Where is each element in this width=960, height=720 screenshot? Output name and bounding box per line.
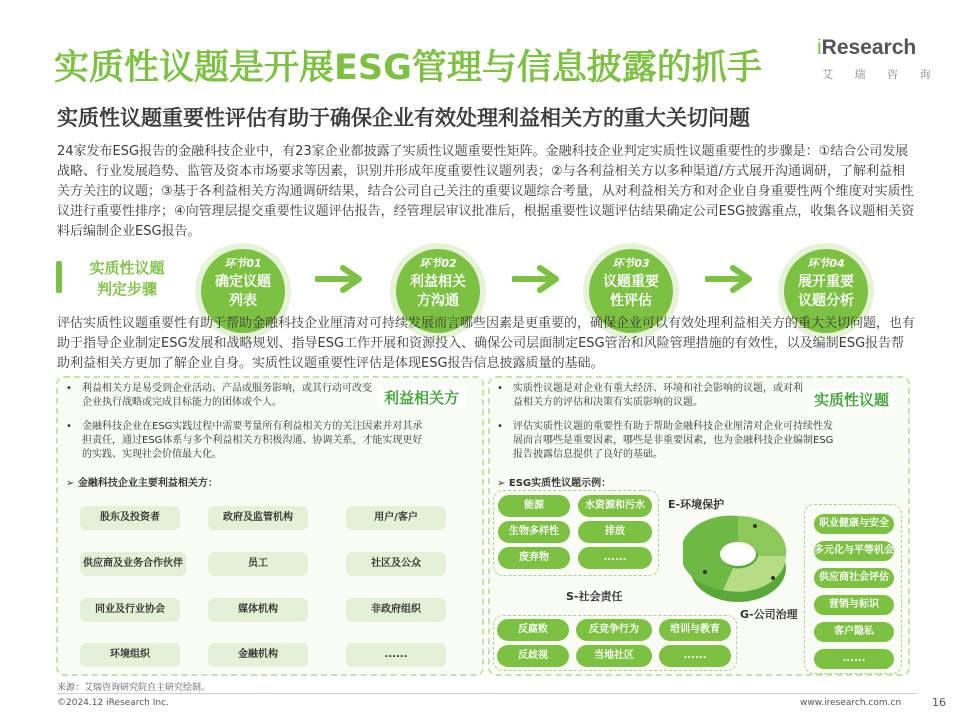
example-heading-text: ESG实质性议题示例： [508,478,612,489]
gov-item: 营销与标识 [814,595,894,615]
social-item: ...... [659,645,731,667]
bullet-text: 评估实质性议题的重要性有助于帮助金融科技企业厘清对企业可持续性发展而言哪些是重要因素，哪些是非重要因素，也为金融科技企业编制ESG报告披露信息提供了良好的基础。 [513,421,834,460]
source-note: 来源：艾瑞咨询研究院自主研究绘制。 [57,683,211,693]
stakeholder-item: 环境组织 [80,643,180,667]
material-example-heading [497,474,611,489]
bullet-dot-icon: • [66,383,72,394]
stakeholder-item: ...... [346,643,446,667]
process-label-bar [56,261,62,293]
logo-chinese-name: 艾 瑞 咨 询 [822,68,940,81]
step-text-1: 确定议题 列表 [215,274,271,309]
stakeholder-item: 政府及监管机构 [208,506,308,530]
gov-item: ...... [814,649,894,669]
stakeholder-item: 供应商及业务合作伙伴 [80,552,186,576]
arrow-right-icon [512,264,562,294]
logo-word: Research [821,36,917,59]
social-label: S-社会责任 [566,590,623,603]
social-item: 当地社区 [576,645,652,667]
pointer-dot-icon [753,524,757,528]
pointer-dot-icon [771,576,775,580]
stakeholder-item: 同业及行业协会 [80,598,180,622]
step-tag-4: 环节04 [807,257,845,270]
arrow-right-icon [705,264,755,294]
stakeholders-bullet-2 [66,420,426,462]
bullet-dot-icon: • [66,421,72,432]
website-link[interactable]: www.iresearch.com.cn [800,698,902,708]
governance-label: G-公司治理 [740,608,798,621]
footer-divider [57,693,917,694]
esg-donut-graphic [683,510,793,610]
env-item: 水资源和污水 [578,495,652,517]
stakeholders-list-heading [66,474,218,489]
stakeholder-item: 员工 [208,552,308,576]
bullet-dot-icon: • [497,383,503,394]
arrow-right-icon [315,264,365,294]
gov-item: 多元化与平等机会 [814,541,894,561]
arrowhead-icon: ➢ [66,478,78,489]
logo-prefix: i [817,36,822,59]
gov-item: 客户隐私 [814,622,894,642]
stakeholder-item: 非政府组织 [346,598,446,622]
bullet-text: 利益相关方是易受到企业活动、产品或服务影响，或其行动可改变企业执行战略或完成目标能力的团体或个人。 [82,383,372,408]
material-topics-panel-title: 实质性议题 [808,389,895,410]
copyright: ©2024.12 iResearch Inc. [57,698,169,708]
step-tag-3: 环节03 [612,257,650,270]
stakeholder-item: 金融机构 [208,643,308,667]
page-title: 实质性议题是开展ESG管理与信息披露的抓手 [54,48,762,88]
gov-item: 职业健康与安全 [814,514,894,534]
page-subtitle: 实质性议题重要性评估有助于确保企业有效处理利益相关方的重大关切问题 [57,106,750,130]
stakeholder-item: 股东及投资者 [80,506,180,530]
step-text-2: 利益相关 方沟通 [410,274,466,309]
env-item: 生物多样性 [498,521,570,543]
env-item: ...... [578,547,652,569]
material-bullet-2 [497,420,842,462]
iresearch-logo [817,36,916,60]
stakeholders-panel-title: 利益相关方 [378,387,465,408]
stakeholder-item: 社区及公众 [346,552,446,576]
assessment-paragraph: 评估实质性议题重要性有助于帮助金融科技企业厘清对可持续发展而言哪些因素是更重要的，确保企业可以有效处理利益相关方的重大关切问题，也有助于指导企业制定ESG发展和战略规划、指导ESG工作开展和资源投入、确保公司层面制定ESG管治和风险管理措施的有效性，以及编制ESG报告帮助利益相关方更加了解企业自身。实质性议题重要性评估是体现ESG报告信息披露质量的基础。 [57,316,916,371]
material-bullet-1 [497,382,807,410]
stakeholder-item: 媒体机构 [208,598,308,622]
gov-item: 供应商社会评估 [814,568,894,588]
bullet-text: 金融科技企业在ESG实践过程中需要考量所有利益相关方的关注因素并对其承担责任，通过ESG体系与多个利益相关方积极沟通、协调关系，才能实现更好的实践、实现社会价值最大化。 [82,421,423,460]
social-item: 培训与教育 [659,619,731,641]
list-heading-text: 金融科技企业主要利益相关方： [77,478,218,489]
social-item: 反竞争行为 [576,619,652,641]
process-label: 实质性议题 判定步骤 [89,259,165,298]
social-item: 反歧视 [497,645,569,667]
social-item: 反腐败 [497,619,569,641]
stakeholder-item: 用户/客户 [346,506,446,530]
donut-hole [720,542,756,566]
step-text-4: 展开重要 议题分析 [798,274,854,309]
page-number: 16 [932,696,946,709]
step-tag-1: 环节01 [224,257,262,270]
intro-paragraph: 24家发布ESG报告的金融科技企业中，有23家企业都披露了实质性议题重要性矩阵。金融科技企业判定实质性议题重要性的步骤是：①结合公司发展战略、行业发展趋势、监管及资本市场要求等因素，识别并形成年度重要性议题列表；②与各利益相关方以多种渠道/方式展开沟通调研，了解利益相关方关注的议题；③基于各利益相关方沟通调研结果，结合公司自己关注的重要议题综合考量，从对利益相关方和对企业自身重要性两个维度对实质性议进行重要性排序；④向管理层提交重要性议题评估报告，经管理层审议批准后，根据重要性议题评估结果确定公司ESG披露重点，收集各议题相关资料后编制企业ESG报告。 [57,144,915,239]
arrowhead-icon: ➢ [497,478,509,489]
env-item: 排放 [578,521,652,543]
step-text-3: 议题重要 性评估 [603,274,659,309]
bullet-dot-icon: • [497,421,503,432]
pointer-dot-icon [703,570,707,574]
env-item: 能源 [498,495,570,517]
stakeholders-bullet-1 [66,382,376,410]
environment-label: E-环境保护 [668,498,725,511]
bullet-text: 实质性议题是对企业有重大经济、环境和社会影响的议题，或对利益相关方的评估和决策有实质影响的议题。 [513,383,803,408]
step-tag-2: 环节02 [419,257,457,270]
env-item: 废弃物 [498,547,570,569]
